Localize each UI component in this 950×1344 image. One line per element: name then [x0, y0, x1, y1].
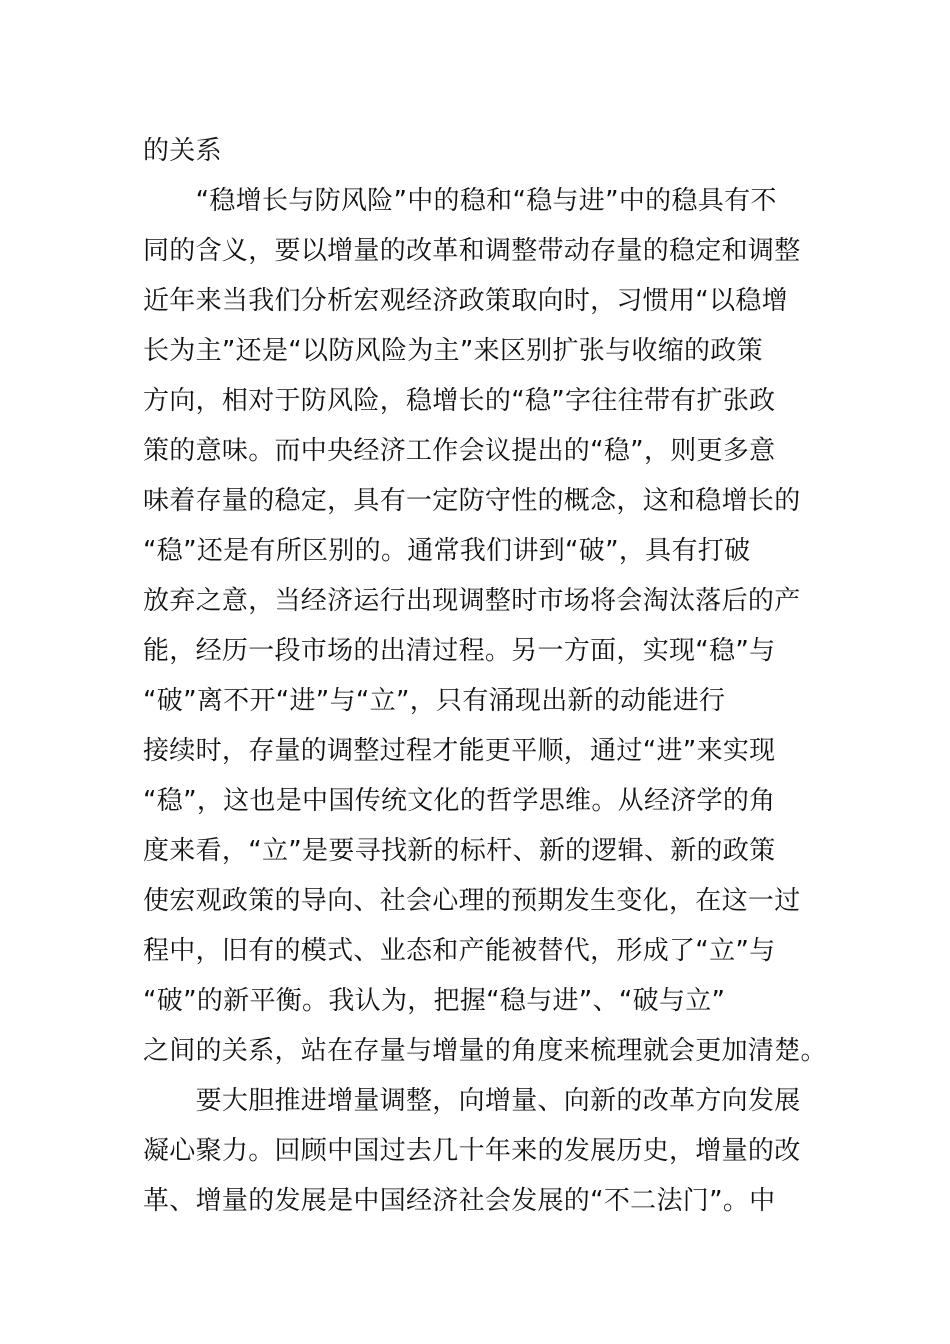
text-line: “破”离不开“进”与“立”，只有涌现出新的动能进行 [143, 686, 726, 716]
text-line: 要大胆推进增量调整，向增量、向新的改革方向发展 [143, 1086, 801, 1116]
text-line: 放弃之意，当经济运行出现调整时市场将会淘汰落后的产 [143, 586, 801, 616]
text-line: 之间的关系，站在存量与增量的角度来梳理就会更加清楚。 [143, 1036, 827, 1066]
text-line: “稳增长与防风险”中的稳和“稳与进”中的稳具有不 [143, 186, 777, 216]
text-line: 革、增量的发展是中国经济社会发展的“不二法门”。中 [143, 1186, 776, 1216]
text-line: 程中，旧有的模式、业态和产能被替代，形成了“立”与 [143, 936, 776, 966]
text-line: 的关系 [143, 136, 222, 166]
text-line: “破”的新平衡。我认为，把握“稳与进”、“破与立” [143, 986, 726, 1016]
text-line: 使宏观政策的导向、社会心理的预期发生变化，在这一过 [143, 886, 801, 916]
text-line: 同的含义，要以增量的改革和调整带动存量的稳定和调整 [143, 236, 801, 266]
text-line: “稳”，这也是中国传统文化的哲学思维。从经济学的角 [143, 786, 776, 816]
text-line: 接续时，存量的调整过程才能更平顺，通过“进”来实现 [143, 736, 776, 766]
text-line: 策的意味。而中央经济工作会议提出的“稳”，则更多意 [143, 436, 776, 466]
text-line: 凝心聚力。回顾中国过去几十年来的发展历史，增量的改 [143, 1136, 801, 1166]
text-line: 近年来当我们分析宏观经济政策取向时，习惯用“以稳增 [143, 286, 788, 316]
text-line: 能，经历一段市场的出清过程。另一方面，实现“稳”与 [143, 636, 776, 666]
text-line: 方向，相对于防风险，稳增长的“稳”字往往带有扩张政 [143, 386, 776, 416]
text-line: 长为主”还是“以防风险为主”来区别扩张与收缩的政策 [143, 336, 763, 366]
text-line: “稳”还是有所区别的。通常我们讲到“破”，具有打破 [143, 536, 751, 566]
text-line: 度来看，“立”是要寻找新的标杆、新的逻辑、新的政策 [143, 836, 776, 866]
body-text [143, 126, 827, 1226]
text-line: 味着存量的稳定，具有一定防守性的概念，这和稳增长的 [143, 486, 801, 516]
